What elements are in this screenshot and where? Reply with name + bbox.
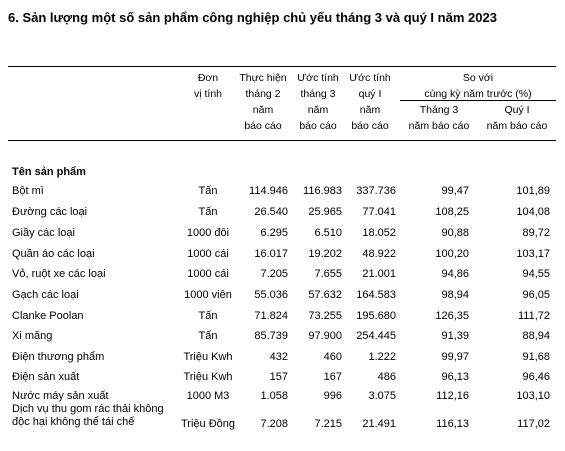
header-unit-line: Đơn [197,72,219,84]
pct-q1: 104,08 [516,206,550,218]
table-row [0,348,565,366]
table-row [0,307,565,325]
value-feb: 157 [269,371,288,383]
value-q1: 18.052 [362,227,396,239]
product-name [12,403,164,429]
product-name-line: Quần áo các loại [12,248,95,260]
header-compare-line: cùng kỳ năm trước (%) [424,88,532,100]
header-pct2-line: Quý I [504,104,530,116]
header-pct2 [478,102,556,134]
pct-q1: 91,68 [522,351,550,363]
product-name-line: Bột mì [12,185,44,197]
table-row [0,245,565,263]
header-compare-line: So với [462,72,494,84]
pct-q1: 103,17 [516,248,550,260]
product-name-line: Điện sản xuất [12,371,80,383]
unit-cell: Tấn [198,310,218,322]
unit-cell: Triệu Kwh [183,351,233,363]
value-mar: 460 [323,351,342,363]
header-col3-line: Ước tính [349,72,391,84]
value-feb: 55.036 [254,289,288,301]
value-mar: 57.632 [308,289,342,301]
header-col1-line: tháng 2 [245,88,281,100]
unit-cell: 1000 cái [187,248,229,260]
table-row [0,286,565,304]
header-col1 [236,70,290,134]
pct-q1: 111,72 [517,310,550,322]
value-mar: 7.215 [314,418,342,430]
pct-mar: 94,86 [441,268,469,280]
pct-q1: 96,46 [522,371,550,383]
value-feb: 7.205 [260,268,288,280]
header-col1-line: Thực hiện [239,72,287,84]
product-name [12,182,44,200]
product-name-line: Xi măng [12,330,53,342]
product-name-line: Gạch các loại [12,289,79,301]
value-feb: 71.824 [254,310,288,322]
value-q1: 3.075 [368,390,396,402]
header-compare-rule [400,100,556,101]
unit-cell: 1000 M3 [186,390,230,402]
value-q1: 254.445 [356,330,396,342]
value-q1: 21.491 [362,418,396,430]
unit-cell: Tấn [198,330,218,342]
value-q1: 486 [377,371,396,383]
header-pct1-line: năm báo cáo [408,120,470,132]
product-name [12,348,104,366]
product-name [12,203,87,221]
unit-cell: Triệu Kwh [183,371,233,383]
product-name-line: Nước máy sản xuất [12,390,109,402]
header-unit [180,70,236,102]
header-col2-line: năm [307,104,329,116]
table-row [0,182,565,200]
value-mar: 6.510 [314,227,342,239]
value-feb: 85.739 [254,330,288,342]
table-row [0,224,565,242]
header-pct1 [400,102,478,134]
table-row [0,368,565,386]
pct-q1: 117,02 [517,418,550,430]
value-mar: 7.655 [314,268,342,280]
header-compare [400,70,556,102]
value-q1: 77.041 [362,206,396,218]
table-top-rule [8,66,556,67]
product-name [12,368,79,386]
table-row [0,327,565,345]
product-name [12,286,79,304]
unit-cell: Triệu Đồng [180,418,235,430]
header-col2-line: tháng 3 [300,88,336,100]
value-mar: 996 [323,390,342,402]
pct-q1: 89,72 [522,227,550,239]
value-mar: 19.202 [308,248,342,260]
unit-cell: 1000 cái [187,268,229,280]
value-mar: 73.255 [308,310,342,322]
product-name-line: Clanke Poolan [12,310,84,322]
header-unit-line: vị tính [193,88,222,100]
value-mar: 25.965 [308,206,342,218]
pct-mar: 116,13 [436,418,469,430]
value-mar: 97.900 [308,330,342,342]
header-pct2-line: năm báo cáo [486,120,548,132]
value-feb: 26.540 [254,206,288,218]
unit-cell: 1000 đôi [186,227,230,239]
table-row [0,203,565,221]
value-q1: 164.583 [356,289,396,301]
value-q1: 48.922 [362,248,396,260]
header-col1-line: năm [252,104,274,116]
value-mar: 167 [323,371,342,383]
pct-mar: 90,88 [441,227,469,239]
value-feb: 1.058 [260,390,288,402]
header-col3-line: quý I [358,88,382,100]
header-col2-line: báo cáo [299,120,337,132]
pct-mar: 99,47 [441,185,469,197]
table-row [0,265,565,283]
value-mar: 116.983 [303,185,342,197]
pct-mar: 96,13 [441,371,469,383]
header-col3-line: năm [359,104,381,116]
pct-mar: 98,94 [441,289,469,301]
product-name-line: Giầy các loại [12,227,75,239]
header-col2-line: Ước tính [297,72,339,84]
value-feb: 7.208 [260,418,288,430]
value-q1: 21.001 [362,268,396,280]
pct-mar: 112,16 [436,390,469,402]
pct-q1: 94,55 [522,268,550,280]
pct-mar: 108,25 [435,206,469,218]
section-label: Tên sản phẩm [12,166,86,178]
pct-q1: 96,05 [522,289,550,301]
value-q1: 1.222 [368,351,396,363]
pct-mar: 100,20 [435,248,469,260]
value-feb: 432 [269,351,288,363]
unit-cell: Tấn [198,206,218,218]
value-q1: 337.736 [356,185,396,197]
unit-cell: Tấn [198,185,218,197]
product-name-line: độc hại không thể tái chế [12,416,135,428]
header-col1-line: báo cáo [244,120,282,132]
pct-mar: 91,39 [441,330,469,342]
header-col3 [344,70,396,134]
product-name [12,265,106,283]
pct-q1: 101,89 [516,185,550,197]
value-feb: 6.295 [260,227,288,239]
product-name [12,327,52,345]
product-name [12,224,75,242]
product-name-line: Vỏ, ruột xe các loại [12,268,106,280]
product-name-line: Điện thương phẩm [12,351,105,363]
header-col2 [292,70,344,134]
header-pct1-line: Tháng 3 [419,104,459,116]
pct-mar: 126,35 [435,310,469,322]
pct-mar: 99,97 [441,351,469,363]
value-q1: 195.680 [356,310,396,322]
header-bottom-rule [8,140,556,141]
unit-cell: 1000 viên [184,289,232,301]
product-name [12,307,84,325]
pct-q1: 103,10 [516,390,550,402]
product-name [12,245,95,263]
table-row [0,403,565,433]
pct-q1: 88,94 [522,330,550,342]
value-feb: 114.946 [249,185,288,197]
header-col3-line: báo cáo [351,120,389,132]
product-name-line: Dịch vụ thu gom rác thải không [12,403,164,415]
value-feb: 16.017 [254,248,288,260]
page-title: 6. Sản lượng một số sản phẩm công nghiệp chủ yếu tháng 3 và quý I năm 2023 [8,10,497,25]
product-name-line: Đường các loại [12,206,88,218]
